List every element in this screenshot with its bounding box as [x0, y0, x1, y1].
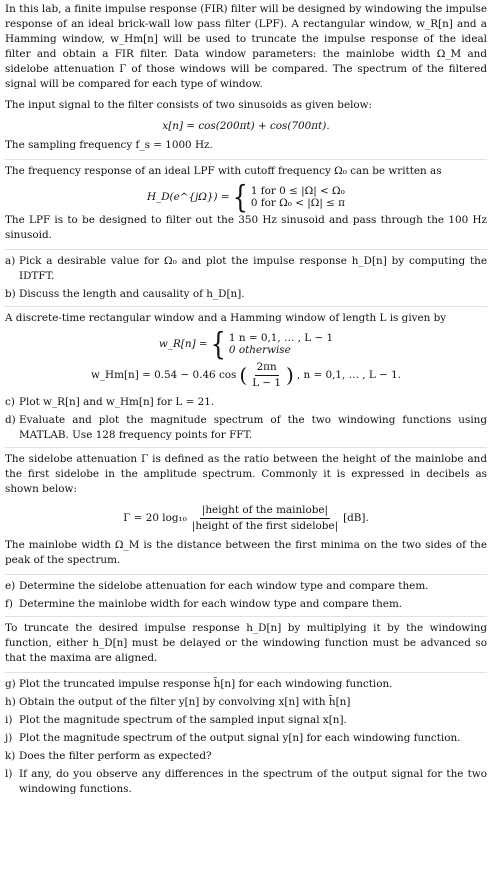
item-text: Obtain the output of the filter y[n] by convolving x[n] with h̃[n]: [19, 696, 351, 708]
brace-symbol: {: [232, 178, 248, 216]
divider: [5, 306, 487, 307]
item-label: l): [5, 768, 13, 780]
question-list-gl: [5, 677, 487, 797]
item-label: c): [5, 396, 15, 408]
rect-lhs: w_R[n] =: [158, 337, 208, 350]
brace-symbol: {: [210, 325, 226, 363]
lpf-case-1: 1 for 0 ≤ |Ω| < Ω₀: [250, 185, 345, 197]
item-text: Plot the magnitude spectrum of the output signal y[n] for each windowing function.: [19, 732, 461, 744]
mainlobe-definition: The mainlobe width Ω_M is the distance between the first minima on the two sides of the peak of the spectrum.: [5, 539, 487, 566]
item-label: k): [5, 750, 16, 762]
list-item: [5, 695, 487, 710]
question-list-ab: [5, 254, 487, 302]
lpf-case-2: 0 for Ω₀ < |Ω| ≤ π: [250, 197, 346, 209]
list-item: [5, 731, 487, 746]
sampling-frequency-text: The sampling frequency f_s = 1000 Hz.: [5, 139, 213, 151]
gamma-numerator: |height of the mainlobe|: [200, 503, 330, 519]
lpf-intro: The frequency response of an ideal LPF with cutoff frequency Ω₀ can be written as: [5, 165, 442, 177]
intro-paragraph: In this lab, a finite impulse response (FIR) filter will be designed by windowing the impulse response of an ideal brick-wall low pass filter (LPF). A rectangular window, w_R[n] and a Hamming window, w_Hm[n] will be used to truncate the impulse response of the ideal filter and obtain a FIR filter. Data window parameters: the mainlobe width Ω_M and sidelobe attenuation Γ of those windows will be compared. The spectrum of the filtered signal will be compared for each type of window.: [5, 3, 487, 90]
item-label: a): [5, 255, 16, 267]
item-label: j): [5, 732, 13, 744]
truncation-paragraph: To truncate the desired impulse response h_D[n] by multiplying it by the windowing function, either h_D[n] must be delayed or the windowing function must be advanced so that the maxima are aligned.: [5, 622, 487, 664]
divider: [5, 159, 487, 160]
equation-ideal-lpf: [5, 178, 487, 216]
question-list-ef: [5, 579, 487, 612]
list-item: [5, 287, 487, 302]
list-item: [5, 597, 487, 612]
equation-input-signal: x[n] = cos(200πt) + cos(700πt).: [162, 120, 330, 132]
gamma-denominator: |height of the first sidelobe|: [191, 520, 339, 532]
rect-case-2: 0 otherwise: [228, 344, 291, 356]
item-label: b): [5, 288, 16, 300]
item-text: If any, do you observe any differences in the spectrum of the output signal for the two windowing functions.: [19, 768, 487, 795]
list-item: [5, 677, 487, 692]
question-list-cd: [5, 395, 487, 443]
item-text: Plot w_R[n] and w_Hm[n] for L = 21.: [19, 396, 215, 408]
list-item: [5, 749, 487, 764]
divider: [5, 574, 487, 575]
equation-rect-window: [5, 325, 487, 363]
window-intro: A discrete-time rectangular window and a Hamming window of length L is given by: [5, 312, 447, 324]
hamming-rhs: , n = 0,1, … , L − 1.: [296, 369, 402, 381]
item-text: Discuss the length and causality of h_D[n].: [19, 288, 245, 300]
sidelobe-definition: The sidelobe attenuation Γ is defined as the ratio between the height of the mainlobe and the first sidelobe in the amplitude spectrum. Commonly it is expressed in decibels as shown below:: [5, 453, 487, 495]
item-text: Plot the magnitude spectrum of the sampled input signal x[n].: [19, 714, 347, 726]
item-text: Determine the mainlobe width for each window type and compare them.: [19, 598, 403, 610]
lpf-lhs: H_D(e^{jΩ}) =: [146, 190, 230, 203]
list-item: [5, 395, 487, 410]
paren-open: (: [239, 363, 248, 387]
item-text: Determine the sidelobe attenuation for each window type and compare them.: [19, 580, 429, 592]
item-label: f): [5, 598, 13, 610]
divider: [5, 249, 487, 250]
hamming-denominator: L − 1: [252, 377, 282, 389]
list-item: [5, 713, 487, 728]
item-label: e): [5, 580, 16, 592]
equation-hamming-window: [5, 360, 487, 391]
list-item: [5, 767, 487, 797]
gamma-unit: [dB].: [343, 512, 369, 524]
item-label: d): [5, 414, 16, 426]
hamming-numerator: 2πn: [255, 360, 279, 376]
list-item: [5, 413, 487, 443]
divider: [5, 616, 487, 617]
hamming-lhs: w_Hm[n] = 0.54 − 0.46 cos: [90, 369, 237, 381]
divider: [5, 447, 487, 448]
item-label: g): [5, 678, 16, 690]
list-item: [5, 579, 487, 594]
divider: [5, 672, 487, 673]
input-intro: The input signal to the filter consists of two sinusoids as given below:: [5, 99, 373, 111]
item-text: Does the filter perform as expected?: [19, 750, 212, 762]
gamma-lhs: Γ = 20 log₁₀: [123, 512, 187, 524]
item-text: Plot the truncated impulse response h̃[n] for each windowing function.: [19, 678, 393, 690]
item-label: h): [5, 696, 16, 708]
item-text: Evaluate and plot the magnitude spectrum of the two windowing functions using MATLAB. Use 128 frequency points for FFT.: [19, 414, 487, 441]
paren-close: ): [286, 363, 294, 387]
item-text: Pick a desirable value for Ω₀ and plot the impulse response h_D[n] by computing the IDTFT.: [19, 255, 487, 282]
item-label: i): [5, 714, 13, 726]
rect-case-1: 1 n = 0,1, … , L − 1: [228, 332, 334, 344]
equation-sidelobe-attenuation: [5, 503, 487, 534]
lpf-design-text: The LPF is to be designed to filter out the 350 Hz sinusoid and pass through the 100 Hz sinusoid.: [5, 214, 487, 241]
list-item: [5, 254, 487, 284]
